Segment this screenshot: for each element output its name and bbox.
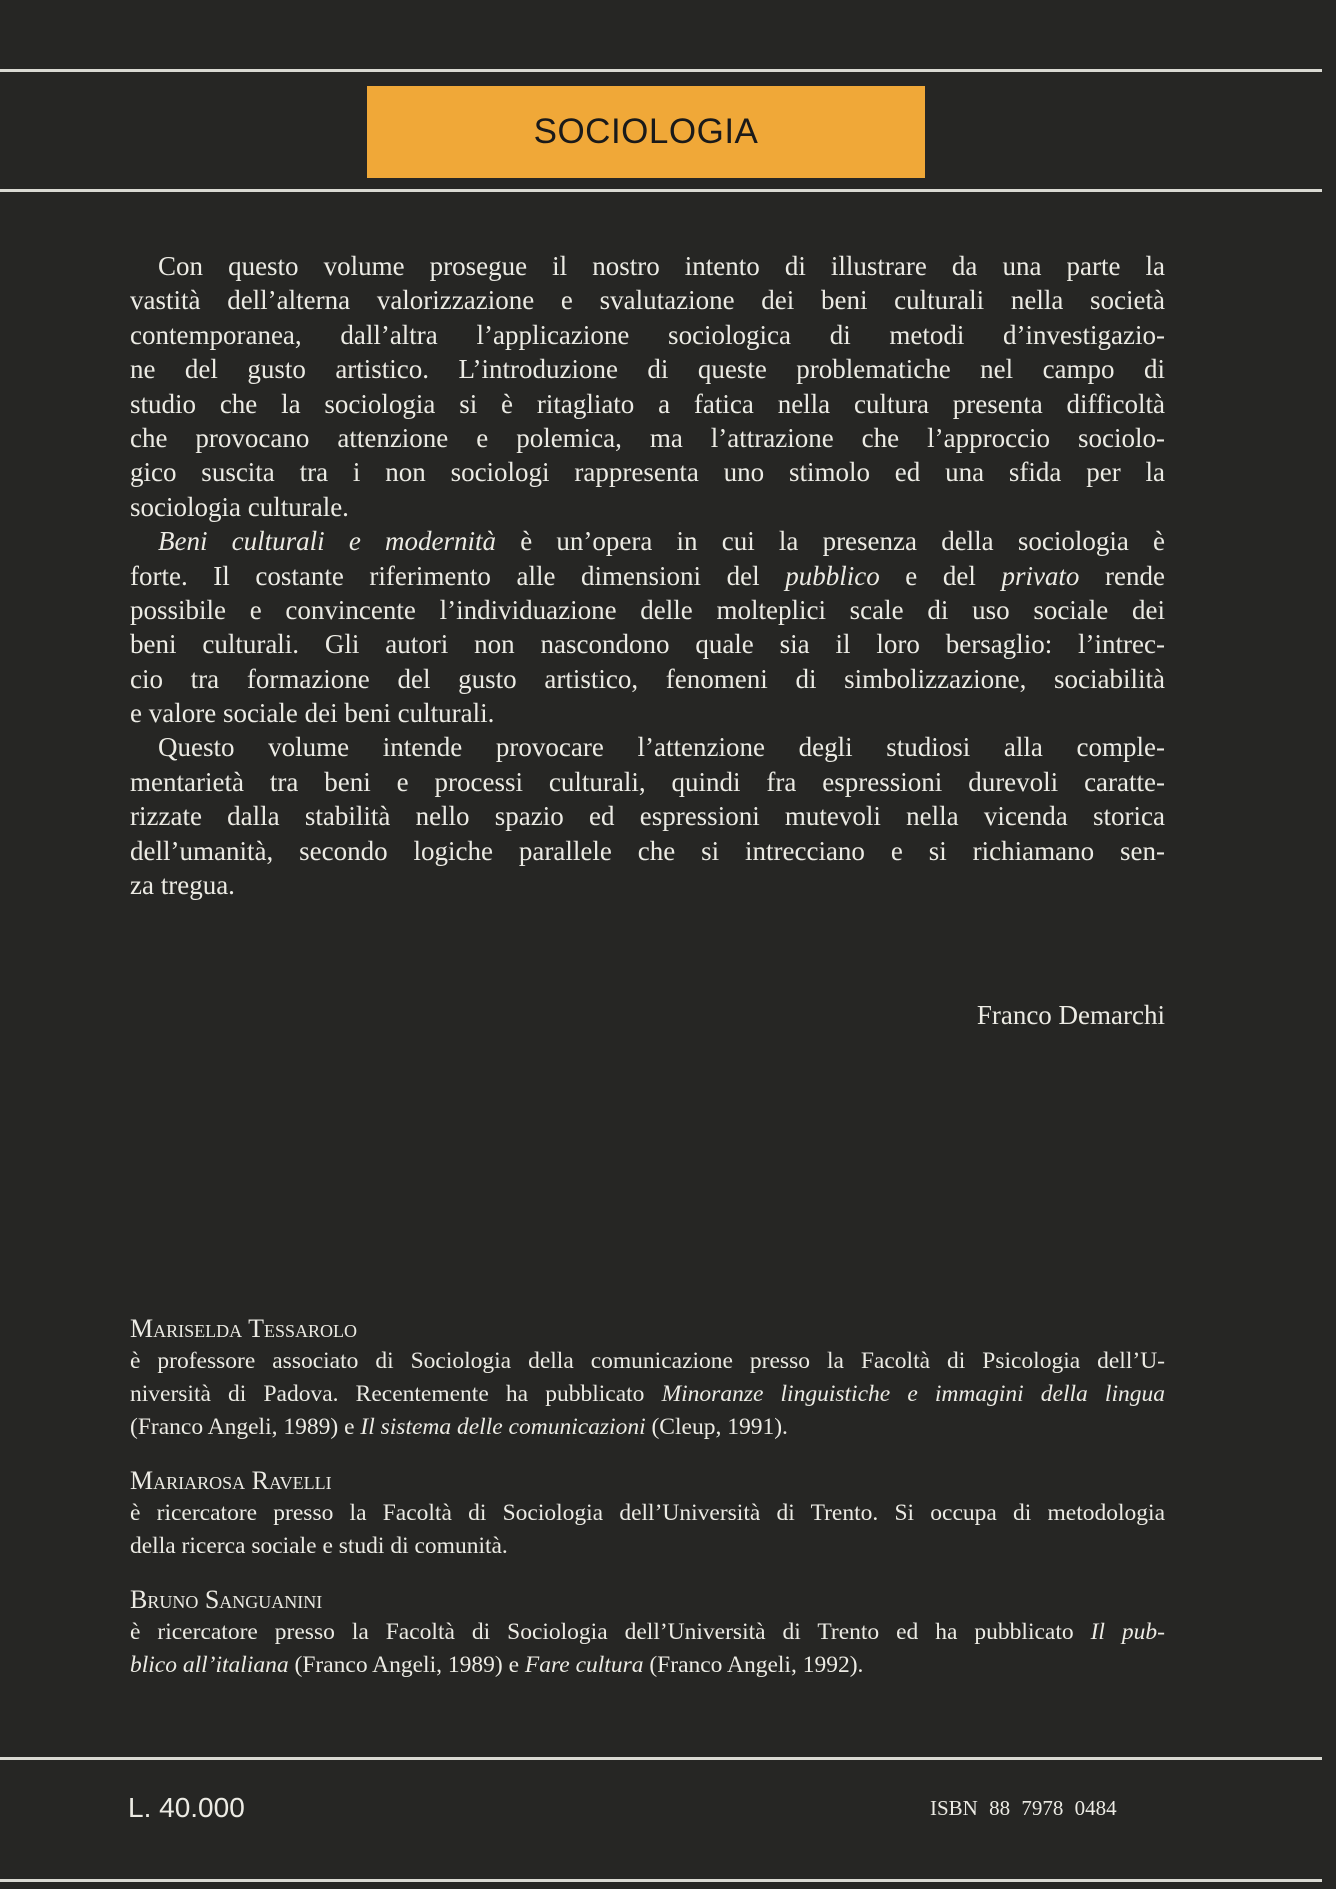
text-line [130,249,1165,283]
text-line [130,696,1165,730]
text-line [130,868,1165,902]
text-line [130,352,1165,386]
text-segment: contemporanea, dall’altra l’applicazione sociologica di metodi d’investigazio- [130,319,1165,350]
italic-title: pubblico [785,560,880,591]
isbn: ISBN 88 7978 0484 [930,1796,1117,1820]
text-segment: rende [1079,560,1165,591]
text-segment: mentarietà tra beni e processi culturali, quindi fra espressioni durevoli caratte- [130,766,1165,797]
text-segment: niversità di Padova. Recentemente ha pubblicato [130,1381,662,1407]
text-line [130,1616,1165,1649]
text-line [130,387,1165,421]
author-bios [130,1312,1165,1702]
italic-title: Il pub- [1090,1619,1165,1645]
text-line [130,1497,1165,1530]
author-bio [130,1464,1165,1563]
text-segment: e valore sociale dei beni culturali. [130,698,495,729]
text-line [130,730,1165,764]
text-segment: Questo volume intende provocare l’attenzione degli studiosi alla comple- [158,732,1165,763]
text-line [130,627,1165,661]
blurb-paragraph [130,524,1165,730]
text-line [130,1649,1165,1682]
text-segment: che provocano attenzione e polemica, ma l’attrazione che l’approccio sociolo- [130,422,1165,453]
text-segment: beni culturali. Gli autori non nascondono quale sia il loro bersaglio: l’intrec- [130,629,1165,660]
upper-rule [0,189,1322,192]
text-segment: cio tra formazione del gusto artistico, fenomeni di simbolizzazione, sociabilità [130,663,1165,694]
text-segment: rizzate dalla stabilità nello spazio ed espressioni mutevoli nella vicenda storica [130,801,1165,832]
text-segment: sociologia culturale. [130,491,349,522]
text-line [130,1411,1165,1444]
text-segment: Con questo volume prosegue il nostro intento di illustrare da una parte la [158,251,1165,281]
text-line [130,559,1165,593]
italic-title: Minoranze linguistiche e immagini della lingua [661,1381,1165,1407]
italic-title: Beni culturali e modernità [158,526,497,557]
text-segment: della ricerca sociale e studi di comunità. [130,1533,508,1559]
text-line [130,421,1165,455]
text-line [130,593,1165,627]
text-segment: dell’umanità, secondo logiche parallele che si intrecciano e si richiamano sen- [130,835,1165,866]
text-line [130,834,1165,868]
author-bio [130,1583,1165,1682]
text-line [130,283,1165,317]
text-segment: è ricercatore presso la Facoltà di Sociologia dell’Università di Trento. Si occupa di metodologia [130,1500,1165,1526]
text-line [130,1530,1165,1563]
text-segment: studio che la sociologia si è ritagliato a fatica nella cultura presenta difficoltà [130,388,1165,419]
text-segment: (Franco Angeli, 1989) e [130,1414,361,1440]
text-segment: forte. Il costante riferimento alle dimensioni del [130,560,786,591]
blurb-paragraph [130,249,1165,524]
top-rule [0,69,1322,72]
italic-title: privato [1001,560,1080,591]
blurb-paragraph [130,730,1165,902]
price: L. 40.000 [128,1792,245,1823]
author-name: Bruno Sanguanini [130,1585,323,1614]
text-line [130,490,1165,524]
italic-title: blico all’italiana [130,1652,289,1678]
text-segment: vastità dell’alterna valorizzazione e svalutazione dei beni culturali nella società [130,285,1165,316]
text-segment: (Cleup, 1991). [645,1414,788,1440]
text-line [130,765,1165,799]
text-segment: è un’opera in cui la presenza della sociologia è [496,526,1166,557]
italic-title: Fare cultura [524,1652,644,1678]
text-segment: (Franco Angeli, 1989) e [288,1652,525,1678]
text-line [130,799,1165,833]
text-segment: gico suscita tra i non sociologi rappresenta uno stimolo ed una sfida per la [130,457,1165,488]
text-segment: za tregua. [130,870,235,901]
lower-rule [0,1757,1322,1760]
series-label-box [367,86,925,178]
text-segment: è professore associato di Sociologia della comunicazione presso la Facoltà di Psicologia dell’U- [130,1348,1165,1374]
text-line [130,524,1165,558]
author-bio [130,1312,1165,1444]
bottom-rule [0,1879,1322,1882]
text-segment: è ricercatore presso la Facoltà di Sociologia dell’Università di Trento ed ha pubblicato [130,1619,1091,1645]
italic-title: Il sistema delle comunicazioni [360,1414,646,1440]
author-name: Mariselda Tessarolo [130,1314,358,1343]
series-label: SOCIOLOGIA [533,112,759,151]
text-line [130,318,1165,352]
text-segment: (Franco Angeli, 1992). [643,1652,864,1678]
text-segment: e del [879,560,1002,591]
blurb-signature: Franco Demarchi [976,1000,1165,1030]
author-name: Mariarosa Ravelli [130,1466,332,1495]
blurb-text [130,249,1165,902]
text-line [130,1345,1165,1378]
text-line [130,1378,1165,1411]
text-line [130,662,1165,696]
text-line [130,455,1165,489]
text-segment: possibile e convincente l’individuazione delle molteplici scale di uso sociale dei [130,594,1165,625]
text-segment: ne del gusto artistico. L’introduzione di queste problematiche nel campo di [130,354,1165,385]
